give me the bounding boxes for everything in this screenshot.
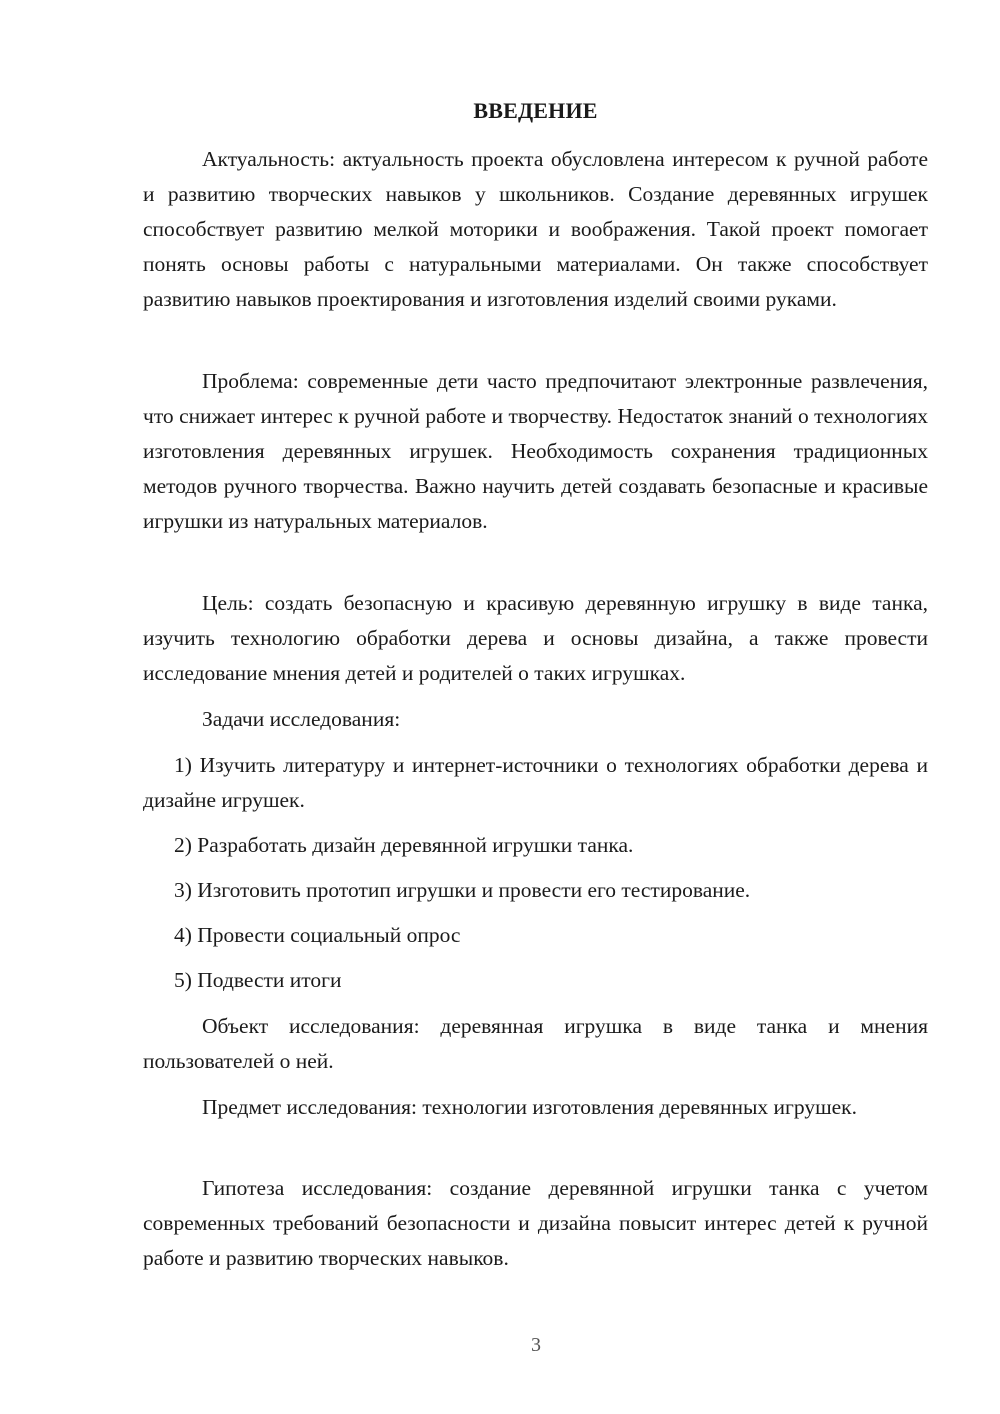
object-paragraph: Объект исследования: деревянная игрушка в виде танка и мнения пользователей о ней.	[143, 1014, 928, 1073]
task-item-2: 2) Разработать дизайн деревянной игрушки танка.	[174, 833, 634, 857]
task-item-4: 4) Провести социальный опрос	[174, 923, 461, 947]
page-title: ВВЕДЕНИЕ	[473, 98, 598, 123]
page-number: 3	[531, 1334, 541, 1356]
goal-paragraph: Цель: создать безопасную и красивую деревянную игрушку в виде танка, изучить технологию обработки дерева и основы дизайна, а также провести исследование мнения детей и родителей о таких игрушках.	[143, 591, 928, 685]
tasks-heading: Задачи исследования:	[202, 707, 401, 731]
subject-paragraph: Предмет исследования: технологии изготовления деревянных игрушек.	[202, 1095, 857, 1119]
task-item-1: 1) Изучить литературу и интернет-источники о технологиях обработки дерева и дизайне игрушек.	[143, 753, 928, 812]
task-item-5: 5) Подвести итоги	[174, 968, 342, 992]
hypothesis-paragraph: Гипотеза исследования: создание деревянной игрушки танка с учетом современных требований безопасности и дизайна повысит интерес детей к ручной работе и развитию творческих навыков.	[143, 1176, 928, 1270]
relevance-paragraph: Актуальность: актуальность проекта обусловлена интересом к ручной работе и развитию творческих навыков у школьников. Создание деревянных игрушек способствует развитию мелкой моторики и воображения. Такой проект помогает понять основы работы с натуральными материалами. Он также способствует развитию навыков проектирования и изготовления изделий своими руками.	[143, 147, 928, 311]
task-item-3: 3) Изготовить прототип игрушки и провести его тестирование.	[174, 878, 751, 902]
problem-paragraph: Проблема: современные дети часто предпочитают электронные развлечения, что снижает интерес к ручной работе и творчеству. Недостаток знаний о технологиях изготовления деревянных игрушек. Необходимость сохранения традиционных методов ручного творчества. Важно научить детей создавать безопасные и красивые игрушки из натуральных материалов.	[143, 369, 928, 533]
